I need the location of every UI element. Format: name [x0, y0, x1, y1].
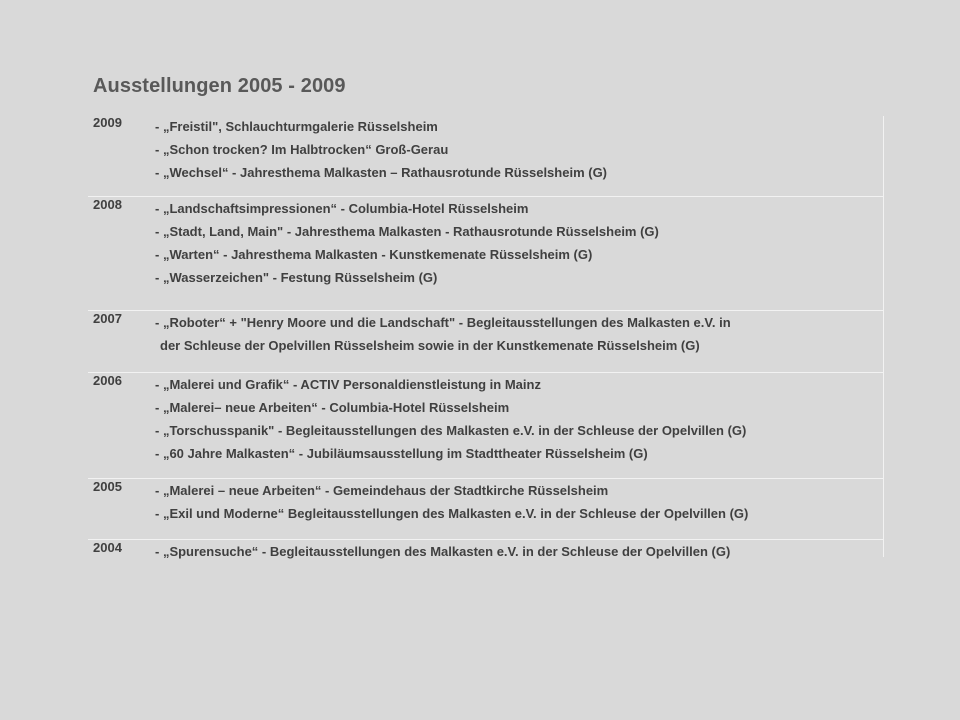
exhibition-entry: - „Landschaftsimpressionen“ - Columbia-Hotel Rüsselsheim: [155, 201, 529, 216]
year-label: 2004: [93, 540, 122, 555]
exhibition-entry: - „Malerei– neue Arbeiten“ - Columbia-Hotel Rüsselsheim: [155, 400, 510, 415]
exhibition-entry: - „Schon trocken? Im Halbtrocken“ Groß-Gerau: [155, 142, 449, 157]
exhibition-entry: - „Freistil", Schlauchturmgalerie Rüsselsheim: [155, 119, 438, 134]
year-block-2007: [88, 311, 884, 373]
year-label: 2007: [93, 311, 122, 326]
exhibition-entry: - „Malerei und Grafik“ - ACTIV Personaldienstleistung in Mainz: [155, 377, 541, 392]
year-block-2004: [88, 540, 884, 563]
exhibition-entry: - „60 Jahre Malkasten“ - Jubiläumsausstellung im Stadttheater Rüsselsheim (G): [155, 446, 648, 461]
year-block-2006: [88, 373, 884, 479]
exhibition-entry: - „Warten“ - Jahresthema Malkasten - Kunstkemenate Rüsselsheim (G): [155, 247, 593, 262]
exhibition-entry: - „Malerei – neue Arbeiten“ - Gemeindehaus der Stadtkirche Rüsselsheim: [155, 483, 609, 498]
year-block-2005: [88, 479, 884, 540]
exhibition-entry: - „Roboter“ + "Henry Moore und die Landschaft" - Begleitausstellungen des Malkasten e.V. in: [155, 315, 731, 330]
year-label: 2006: [93, 373, 122, 388]
year-label: 2008: [93, 197, 122, 212]
year-label: 2005: [93, 479, 122, 494]
exhibition-entry: - „Wasserzeichen" - Festung Rüsselsheim (G): [155, 270, 438, 285]
page-title: Ausstellungen 2005 - 2009: [93, 75, 346, 97]
exhibition-entry-continuation: der Schleuse der Opelvillen Rüsselsheim sowie in der Kunstkemenate Rüsselsheim (G): [160, 338, 700, 353]
exhibition-entry: - „Stadt, Land, Main" - Jahresthema Malkasten - Rathausrotunde Rüsselsheim (G): [155, 224, 659, 239]
year-block-2009: [88, 114, 884, 197]
exhibition-entry: - „Exil und Moderne“ Begleitausstellungen des Malkasten e.V. in der Schleuse der Opelvillen (G): [155, 506, 749, 521]
exhibition-entry: - „Spurensuche“ - Begleitausstellungen des Malkasten e.V. in der Schleuse der Opelvillen (G): [155, 544, 731, 559]
exhibition-entry: - „Torschusspanik" - Begleitausstellungen des Malkasten e.V. in der Schleuse der Opelvillen (G): [155, 423, 747, 438]
year-block-2008: [88, 197, 884, 311]
exhibitions-table: [88, 114, 884, 563]
exhibition-entry: - „Wechsel“ - Jahresthema Malkasten – Rathausrotunde Rüsselsheim (G): [155, 165, 608, 180]
year-label: 2009: [93, 115, 122, 130]
